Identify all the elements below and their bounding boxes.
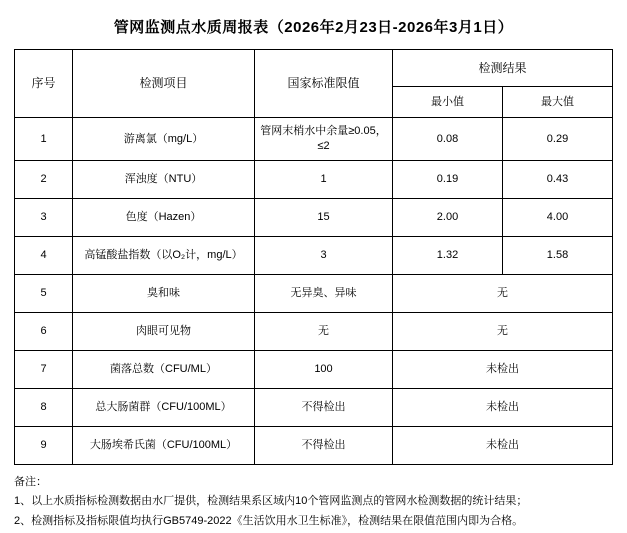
cell-min: 0.19	[393, 161, 503, 199]
cell-max: 0.29	[503, 118, 613, 161]
header-max: 最大值	[503, 87, 613, 118]
header-min: 最小值	[393, 87, 503, 118]
cell-no: 6	[15, 313, 73, 351]
cell-item: 高锰酸盐指数（以O₂计，mg/L）	[73, 237, 255, 275]
header-result-group: 检测结果	[393, 50, 613, 87]
cell-standard: 100	[255, 351, 393, 389]
cell-standard: 不得检出	[255, 427, 393, 465]
cell-result: 无	[393, 313, 613, 351]
cell-max: 1.58	[503, 237, 613, 275]
cell-min: 2.00	[393, 199, 503, 237]
table-row	[15, 351, 613, 389]
table-row	[15, 313, 613, 351]
table-row	[15, 161, 613, 199]
cell-result: 无	[393, 275, 613, 313]
cell-no: 4	[15, 237, 73, 275]
table-row	[15, 118, 613, 161]
header-item: 检测项目	[73, 50, 255, 118]
table-row	[15, 389, 613, 427]
cell-no: 8	[15, 389, 73, 427]
cell-no: 7	[15, 351, 73, 389]
cell-standard: 15	[255, 199, 393, 237]
cell-max: 0.43	[503, 161, 613, 199]
notes-line-1: 1、以上水质指标检测数据由水厂提供，检测结果系区域内10个管网监测点的管网水检测数据的统计结果；	[14, 495, 528, 508]
table-row	[15, 199, 613, 237]
cell-item: 浑浊度（NTU）	[73, 161, 255, 199]
header-standard: 国家标准限值	[255, 50, 393, 118]
cell-item: 臭和味	[73, 275, 255, 313]
notes-label: 备注：	[14, 476, 47, 488]
cell-max: 4.00	[503, 199, 613, 237]
cell-item: 肉眼可见物	[73, 313, 255, 351]
table-row	[15, 427, 613, 465]
cell-min: 0.08	[393, 118, 503, 161]
cell-item: 游离氯（mg/L）	[73, 118, 255, 161]
cell-standard: 管网末梢水中余量≥0.05，≤2	[255, 118, 393, 161]
cell-item: 色度（Hazen）	[73, 199, 255, 237]
cell-standard: 不得检出	[255, 389, 393, 427]
water-quality-table	[14, 49, 613, 465]
cell-no: 2	[15, 161, 73, 199]
cell-item: 菌落总数（CFU/ML）	[73, 351, 255, 389]
cell-item: 总大肠菌群（CFU/100ML）	[73, 389, 255, 427]
cell-result: 未检出	[393, 389, 613, 427]
cell-standard: 无	[255, 313, 393, 351]
page-title: 管网监测点水质周报表（2026年2月23日-2026年3月1日）	[113, 19, 514, 36]
cell-no: 9	[15, 427, 73, 465]
notes-line-2: 2、检测指标及指标限值均执行GB5749-2022《生活饮用水卫生标准》，检测结果在限值范围内即为合格。	[14, 514, 524, 527]
cell-result: 未检出	[393, 427, 613, 465]
cell-min: 1.32	[393, 237, 503, 275]
cell-result: 未检出	[393, 351, 613, 389]
table-row	[15, 275, 613, 313]
header-no: 序号	[15, 50, 73, 118]
cell-standard: 1	[255, 161, 393, 199]
cell-no: 3	[15, 199, 73, 237]
cell-no: 5	[15, 275, 73, 313]
table-row	[15, 237, 613, 275]
table-header-row-1	[15, 50, 613, 87]
cell-no: 1	[15, 118, 73, 161]
cell-standard: 无异臭、异味	[255, 275, 393, 313]
notes-section	[14, 473, 613, 531]
cell-item: 大肠埃希氏菌（CFU/100ML）	[73, 427, 255, 465]
cell-standard: 3	[255, 237, 393, 275]
